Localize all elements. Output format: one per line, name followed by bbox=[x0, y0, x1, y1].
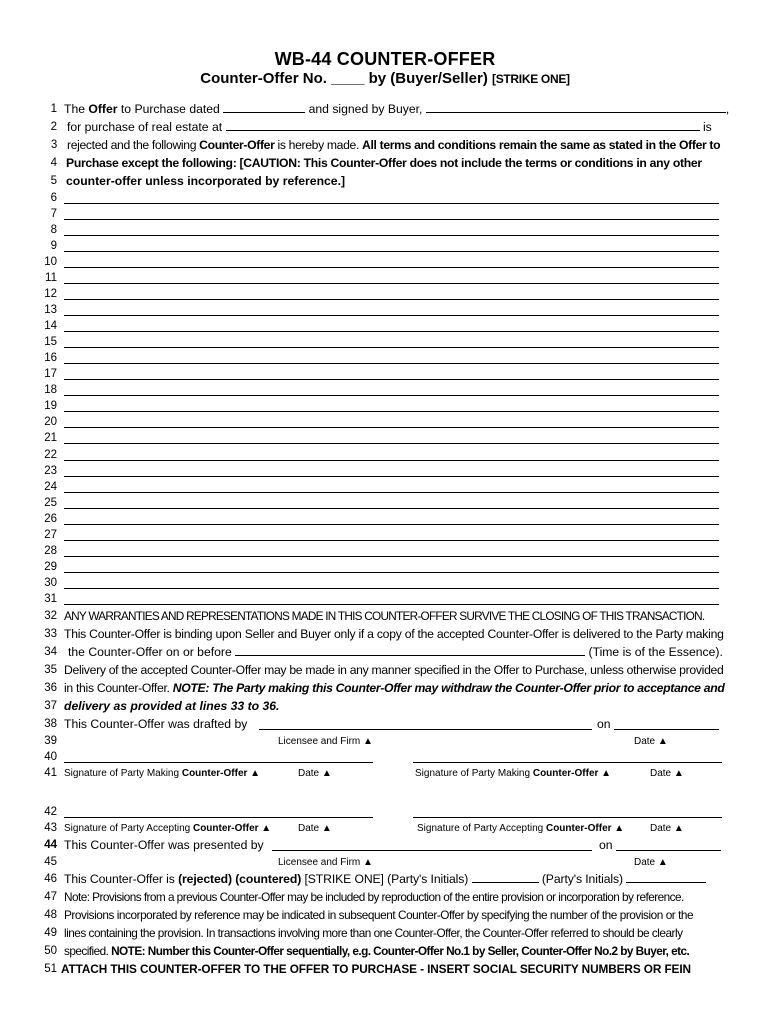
line-number: 51 bbox=[44, 963, 57, 975]
rejected-countered: (rejected) (countered) bbox=[178, 872, 302, 886]
offer-label: Offer bbox=[88, 102, 118, 116]
term-entry-field[interactable] bbox=[64, 524, 719, 525]
line-number: 22 bbox=[44, 448, 57, 461]
withdraw-note: NOTE: The Party making this Counter-Offer may withdraw the Counter-Offer prior to acceptance and bbox=[172, 681, 725, 695]
line-number: 7 bbox=[50, 207, 57, 220]
line-2 bbox=[0, 119, 770, 135]
line-number: 3 bbox=[50, 139, 57, 151]
blank-term-line bbox=[0, 479, 770, 495]
line-number: 30 bbox=[44, 576, 57, 589]
line-number: 41 bbox=[44, 767, 57, 779]
presented-by-label: This Counter-Offer was presented by bbox=[64, 838, 264, 852]
blank-term-line bbox=[0, 190, 770, 206]
term-entry-field[interactable] bbox=[64, 427, 719, 428]
blank-term-line bbox=[0, 206, 770, 222]
counter-offer-label: Counter-Offer bbox=[199, 138, 275, 152]
term-entry-field[interactable] bbox=[64, 203, 719, 204]
blank-term-line bbox=[0, 511, 770, 527]
presented-by-field[interactable] bbox=[272, 850, 592, 851]
date-caption: Date ▲ bbox=[298, 823, 332, 834]
drafted-by-field[interactable] bbox=[259, 729, 592, 730]
line-3 bbox=[0, 137, 770, 153]
line-number: 11 bbox=[45, 271, 57, 284]
line-number: 1 bbox=[50, 103, 57, 115]
line-text: in this Counter-Offer. bbox=[64, 681, 173, 695]
blank-term-line bbox=[0, 382, 770, 398]
term-entry-field[interactable] bbox=[64, 492, 719, 493]
line-number: 9 bbox=[50, 239, 57, 252]
line-46 bbox=[0, 871, 770, 887]
line-number: 28 bbox=[44, 544, 57, 557]
line-48 bbox=[0, 907, 770, 923]
term-entry-field[interactable] bbox=[64, 443, 719, 444]
line-text: specified. bbox=[64, 944, 112, 958]
line-number: 10 bbox=[44, 255, 57, 268]
term-entry-field[interactable] bbox=[64, 572, 719, 573]
line-number: 38 bbox=[44, 718, 57, 730]
term-entry-field[interactable] bbox=[64, 267, 719, 268]
line-49 bbox=[0, 925, 770, 941]
caption-arrow: ▲ bbox=[611, 823, 625, 834]
line-text: for purchase of real estate at bbox=[67, 120, 223, 134]
term-entry-field[interactable] bbox=[64, 604, 719, 605]
blank-term-line bbox=[0, 222, 770, 238]
presented-date-field[interactable] bbox=[616, 850, 721, 851]
line-37 bbox=[0, 698, 770, 714]
line-number: 43 bbox=[44, 822, 57, 834]
licensee-firm-caption: Licensee and Firm ▲ bbox=[278, 857, 373, 868]
line-number: 5 bbox=[50, 175, 57, 187]
term-entry-field[interactable] bbox=[64, 556, 719, 557]
licensee-firm-caption: Licensee and Firm ▲ bbox=[278, 736, 373, 747]
blank-term-line bbox=[0, 366, 770, 382]
term-entry-field[interactable] bbox=[64, 395, 719, 396]
blank-term-line bbox=[0, 398, 770, 414]
initials-2-field[interactable] bbox=[626, 871, 706, 883]
blank-term-line bbox=[0, 350, 770, 366]
line-number: 25 bbox=[44, 496, 57, 509]
line-number: 26 bbox=[44, 512, 57, 525]
buyer-name-field[interactable] bbox=[426, 101, 726, 113]
line-number: 13 bbox=[44, 303, 57, 316]
line-text: the Counter-Offer on or before bbox=[68, 645, 232, 659]
term-entry-field[interactable] bbox=[64, 588, 719, 589]
accepting-signature-1-field[interactable] bbox=[64, 817, 373, 818]
term-entry-field[interactable] bbox=[64, 283, 719, 284]
line-text: rejected and the following bbox=[67, 138, 200, 152]
blank-term-line bbox=[0, 559, 770, 575]
drafted-date-field[interactable] bbox=[614, 729, 719, 730]
caption-bold: Counter-Offer bbox=[545, 823, 612, 834]
blank-term-line bbox=[0, 543, 770, 559]
line-number: 31 bbox=[44, 593, 57, 605]
line-39 bbox=[0, 733, 770, 749]
date-caption: Date ▲ bbox=[298, 768, 332, 779]
line-number: 45 bbox=[44, 856, 57, 868]
caption-bold: Counter-Offer bbox=[532, 768, 599, 779]
term-entry-field[interactable] bbox=[64, 347, 719, 348]
subtitle-main: Counter-Offer No. ____ by (Buyer/Seller) bbox=[200, 70, 488, 87]
caption-arrow: ▲ bbox=[598, 768, 612, 779]
term-entry-field[interactable] bbox=[64, 331, 719, 332]
line-number: 47 bbox=[44, 891, 57, 903]
accepting-signature-1-caption bbox=[64, 821, 271, 837]
line-33 bbox=[0, 626, 770, 642]
caption-text: Signature of Party Making bbox=[415, 768, 533, 779]
term-entry-field[interactable] bbox=[64, 508, 719, 509]
line-43 bbox=[0, 820, 770, 836]
line-number: 14 bbox=[44, 320, 57, 332]
date-caption: Date ▲ bbox=[634, 736, 668, 747]
line-32 bbox=[0, 608, 770, 624]
caption-text: Signature of Party Accepting bbox=[417, 823, 546, 834]
blank-term-line bbox=[0, 447, 770, 463]
line-number: 37 bbox=[44, 700, 57, 712]
delivery-deadline-field[interactable] bbox=[235, 644, 585, 656]
term-entry-field[interactable] bbox=[64, 411, 719, 412]
line-number: 32 bbox=[44, 610, 57, 622]
line-4 bbox=[0, 155, 770, 171]
line-text: and signed by Buyer, bbox=[308, 102, 423, 116]
line-number: 16 bbox=[44, 352, 57, 365]
blank-term-line bbox=[0, 463, 770, 479]
line-34 bbox=[0, 644, 770, 660]
term-entry-field[interactable] bbox=[64, 299, 719, 300]
term-entry-field[interactable] bbox=[64, 540, 719, 541]
caption-text: Signature of Party Accepting bbox=[64, 823, 193, 834]
line-45 bbox=[0, 854, 770, 870]
caption-bold: Counter-Offer bbox=[192, 823, 259, 834]
line-5 bbox=[0, 173, 770, 189]
line-text: Delivery of the accepted Counter-Offer may be made in any manner specified in the Offer to Purchase, unless otherwise provided bbox=[64, 663, 724, 677]
attach-instruction: ATTACH THIS COUNTER-OFFER TO THE OFFER TO PURCHASE - INSERT SOCIAL SECURITY NUMBERS OR FEIN bbox=[61, 962, 691, 976]
line-number: 48 bbox=[44, 909, 57, 921]
line-text: is bbox=[702, 120, 712, 134]
caption-arrow: ▲ bbox=[258, 823, 272, 834]
line-text: is hereby made. bbox=[274, 138, 363, 152]
blank-term-line bbox=[0, 286, 770, 302]
term-entry-field[interactable] bbox=[64, 460, 719, 461]
line-number: 49 bbox=[44, 927, 57, 939]
term-entry-field[interactable] bbox=[64, 379, 719, 380]
term-entry-field[interactable] bbox=[64, 363, 719, 364]
line-40 bbox=[0, 749, 770, 765]
making-signature-1-caption bbox=[64, 766, 260, 782]
term-entry-field[interactable] bbox=[64, 315, 719, 316]
offer-date-field[interactable] bbox=[223, 101, 305, 113]
line-text: This Counter-Offer is binding upon Seller and Buyer only if a copy of the accepted Counter-Offer is delivered to the Party making bbox=[64, 627, 724, 641]
line-number: 42 bbox=[44, 806, 57, 818]
form-subtitle bbox=[0, 70, 770, 87]
line-number: 34 bbox=[44, 646, 57, 658]
subtitle-strike: [STRIKE ONE] bbox=[492, 72, 570, 86]
date-caption: Date ▲ bbox=[650, 768, 684, 779]
blank-term-line bbox=[0, 414, 770, 430]
line-number: 50 bbox=[44, 945, 57, 957]
line-number: 20 bbox=[44, 416, 57, 429]
blank-term-line bbox=[0, 318, 770, 334]
blank-term-line bbox=[0, 254, 770, 270]
blank-term-line bbox=[0, 575, 770, 591]
blank-term-line bbox=[0, 430, 770, 446]
line-text: This Counter-Offer is bbox=[64, 872, 179, 886]
date-caption: Date ▲ bbox=[634, 857, 668, 868]
withdraw-note: delivery as provided at lines 33 to 36. bbox=[64, 699, 280, 713]
line-number: 36 bbox=[44, 682, 57, 694]
line-number: 6 bbox=[50, 191, 57, 204]
line-number: 19 bbox=[44, 400, 57, 413]
punctuation: , bbox=[725, 102, 730, 116]
line-number: 27 bbox=[44, 528, 57, 541]
making-signature-2-field[interactable] bbox=[413, 762, 722, 763]
caption-bold: Counter-Offer bbox=[181, 768, 248, 779]
line-text: (Party's Initials) bbox=[541, 872, 623, 886]
caption-arrow: ▲ bbox=[247, 768, 261, 779]
blank-term-line bbox=[0, 238, 770, 254]
blank-term-line bbox=[0, 270, 770, 286]
line-1 bbox=[0, 101, 770, 117]
line-text: to Purchase dated bbox=[117, 102, 220, 116]
line-number: 46 bbox=[44, 873, 57, 885]
blank-term-line bbox=[0, 591, 770, 607]
line-text: [STRIKE ONE] (Party's Initials) bbox=[301, 872, 469, 886]
term-entry-field[interactable] bbox=[64, 476, 719, 477]
line-number: 23 bbox=[44, 464, 57, 477]
line-number: 44 bbox=[44, 839, 57, 851]
term-entry-field[interactable] bbox=[64, 235, 719, 236]
date-caption: Date ▲ bbox=[650, 823, 684, 834]
line-number: 33 bbox=[44, 628, 57, 640]
warranties-text: ANY WARRANTIES AND REPRESENTATIONS MADE IN THIS COUNTER-OFFER SURVIVE THE CLOSING OF THIS TRANSACTION. bbox=[64, 609, 705, 623]
line-38 bbox=[0, 716, 770, 732]
line-number: 17 bbox=[44, 368, 57, 381]
term-entry-field[interactable] bbox=[64, 219, 719, 220]
line-text: lines containing the provision. In transactions involving more than one Counter-Offer, the Counter-Offer referred to should be clearly bbox=[64, 926, 683, 940]
form-title: WB-44 COUNTER-OFFER bbox=[274, 49, 496, 69]
caption-text: Signature of Party Making bbox=[64, 768, 182, 779]
accepting-signature-2-field[interactable] bbox=[413, 817, 722, 818]
line-number: 18 bbox=[44, 384, 57, 397]
term-entry-field[interactable] bbox=[64, 251, 719, 252]
line-35 bbox=[0, 662, 770, 678]
line-number: 40 bbox=[44, 751, 57, 763]
line-number: 8 bbox=[50, 223, 57, 236]
line-text: Note: Provisions from a previous Counter-Offer may be included by reproduction of the entire provision or incorporation by reference. bbox=[64, 890, 684, 904]
line-text-bold: All terms and conditions remain the same as stated in the Offer to bbox=[362, 138, 721, 152]
line-number: 24 bbox=[44, 480, 57, 493]
line-51 bbox=[0, 961, 770, 977]
making-signature-2-caption bbox=[415, 766, 611, 782]
line-number: 35 bbox=[44, 664, 57, 676]
drafted-by-label: This Counter-Offer was drafted by bbox=[64, 717, 248, 731]
line-41 bbox=[0, 765, 770, 781]
line-number: 12 bbox=[44, 287, 57, 300]
blank-term-line bbox=[0, 334, 770, 350]
line-text-bold: counter-offer unless incorporated by reference.] bbox=[66, 174, 346, 188]
property-address-field[interactable] bbox=[226, 119, 700, 131]
line-number: 21 bbox=[44, 432, 57, 445]
making-signature-1-field[interactable] bbox=[64, 762, 373, 763]
on-label: on bbox=[597, 717, 611, 731]
line-number: 4 bbox=[50, 157, 57, 169]
line-number: 29 bbox=[44, 560, 57, 573]
line-text: The bbox=[64, 102, 89, 116]
line-text: (Time is of the Essence). bbox=[588, 645, 723, 659]
on-label: on bbox=[599, 838, 613, 852]
line-text-bold: Purchase except the following: [CAUTION: This Counter-Offer does not include the terms or conditions in any other bbox=[66, 156, 702, 170]
line-47 bbox=[0, 889, 770, 905]
line-number: 2 bbox=[50, 121, 57, 133]
line-36 bbox=[0, 680, 770, 696]
blank-term-line bbox=[0, 495, 770, 511]
blank-term-line bbox=[0, 302, 770, 318]
initials-1-field[interactable] bbox=[472, 871, 539, 883]
line-number: 39 bbox=[44, 735, 57, 747]
numbering-note: NOTE: Number this Counter-Offer sequentially, e.g. Counter-Offer No.1 by Seller, Counter-Offer No.2 by Buyer, etc. bbox=[111, 944, 690, 958]
line-44 bbox=[0, 837, 770, 853]
line-42 bbox=[0, 804, 770, 820]
line-50 bbox=[0, 943, 770, 959]
line-text: Provisions incorporated by reference may be indicated in subsequent Counter-Offer by specifying the number of the provision or the bbox=[64, 908, 694, 922]
accepting-signature-2-caption bbox=[417, 821, 624, 837]
blank-term-line bbox=[0, 527, 770, 543]
line-number: 15 bbox=[44, 336, 57, 348]
